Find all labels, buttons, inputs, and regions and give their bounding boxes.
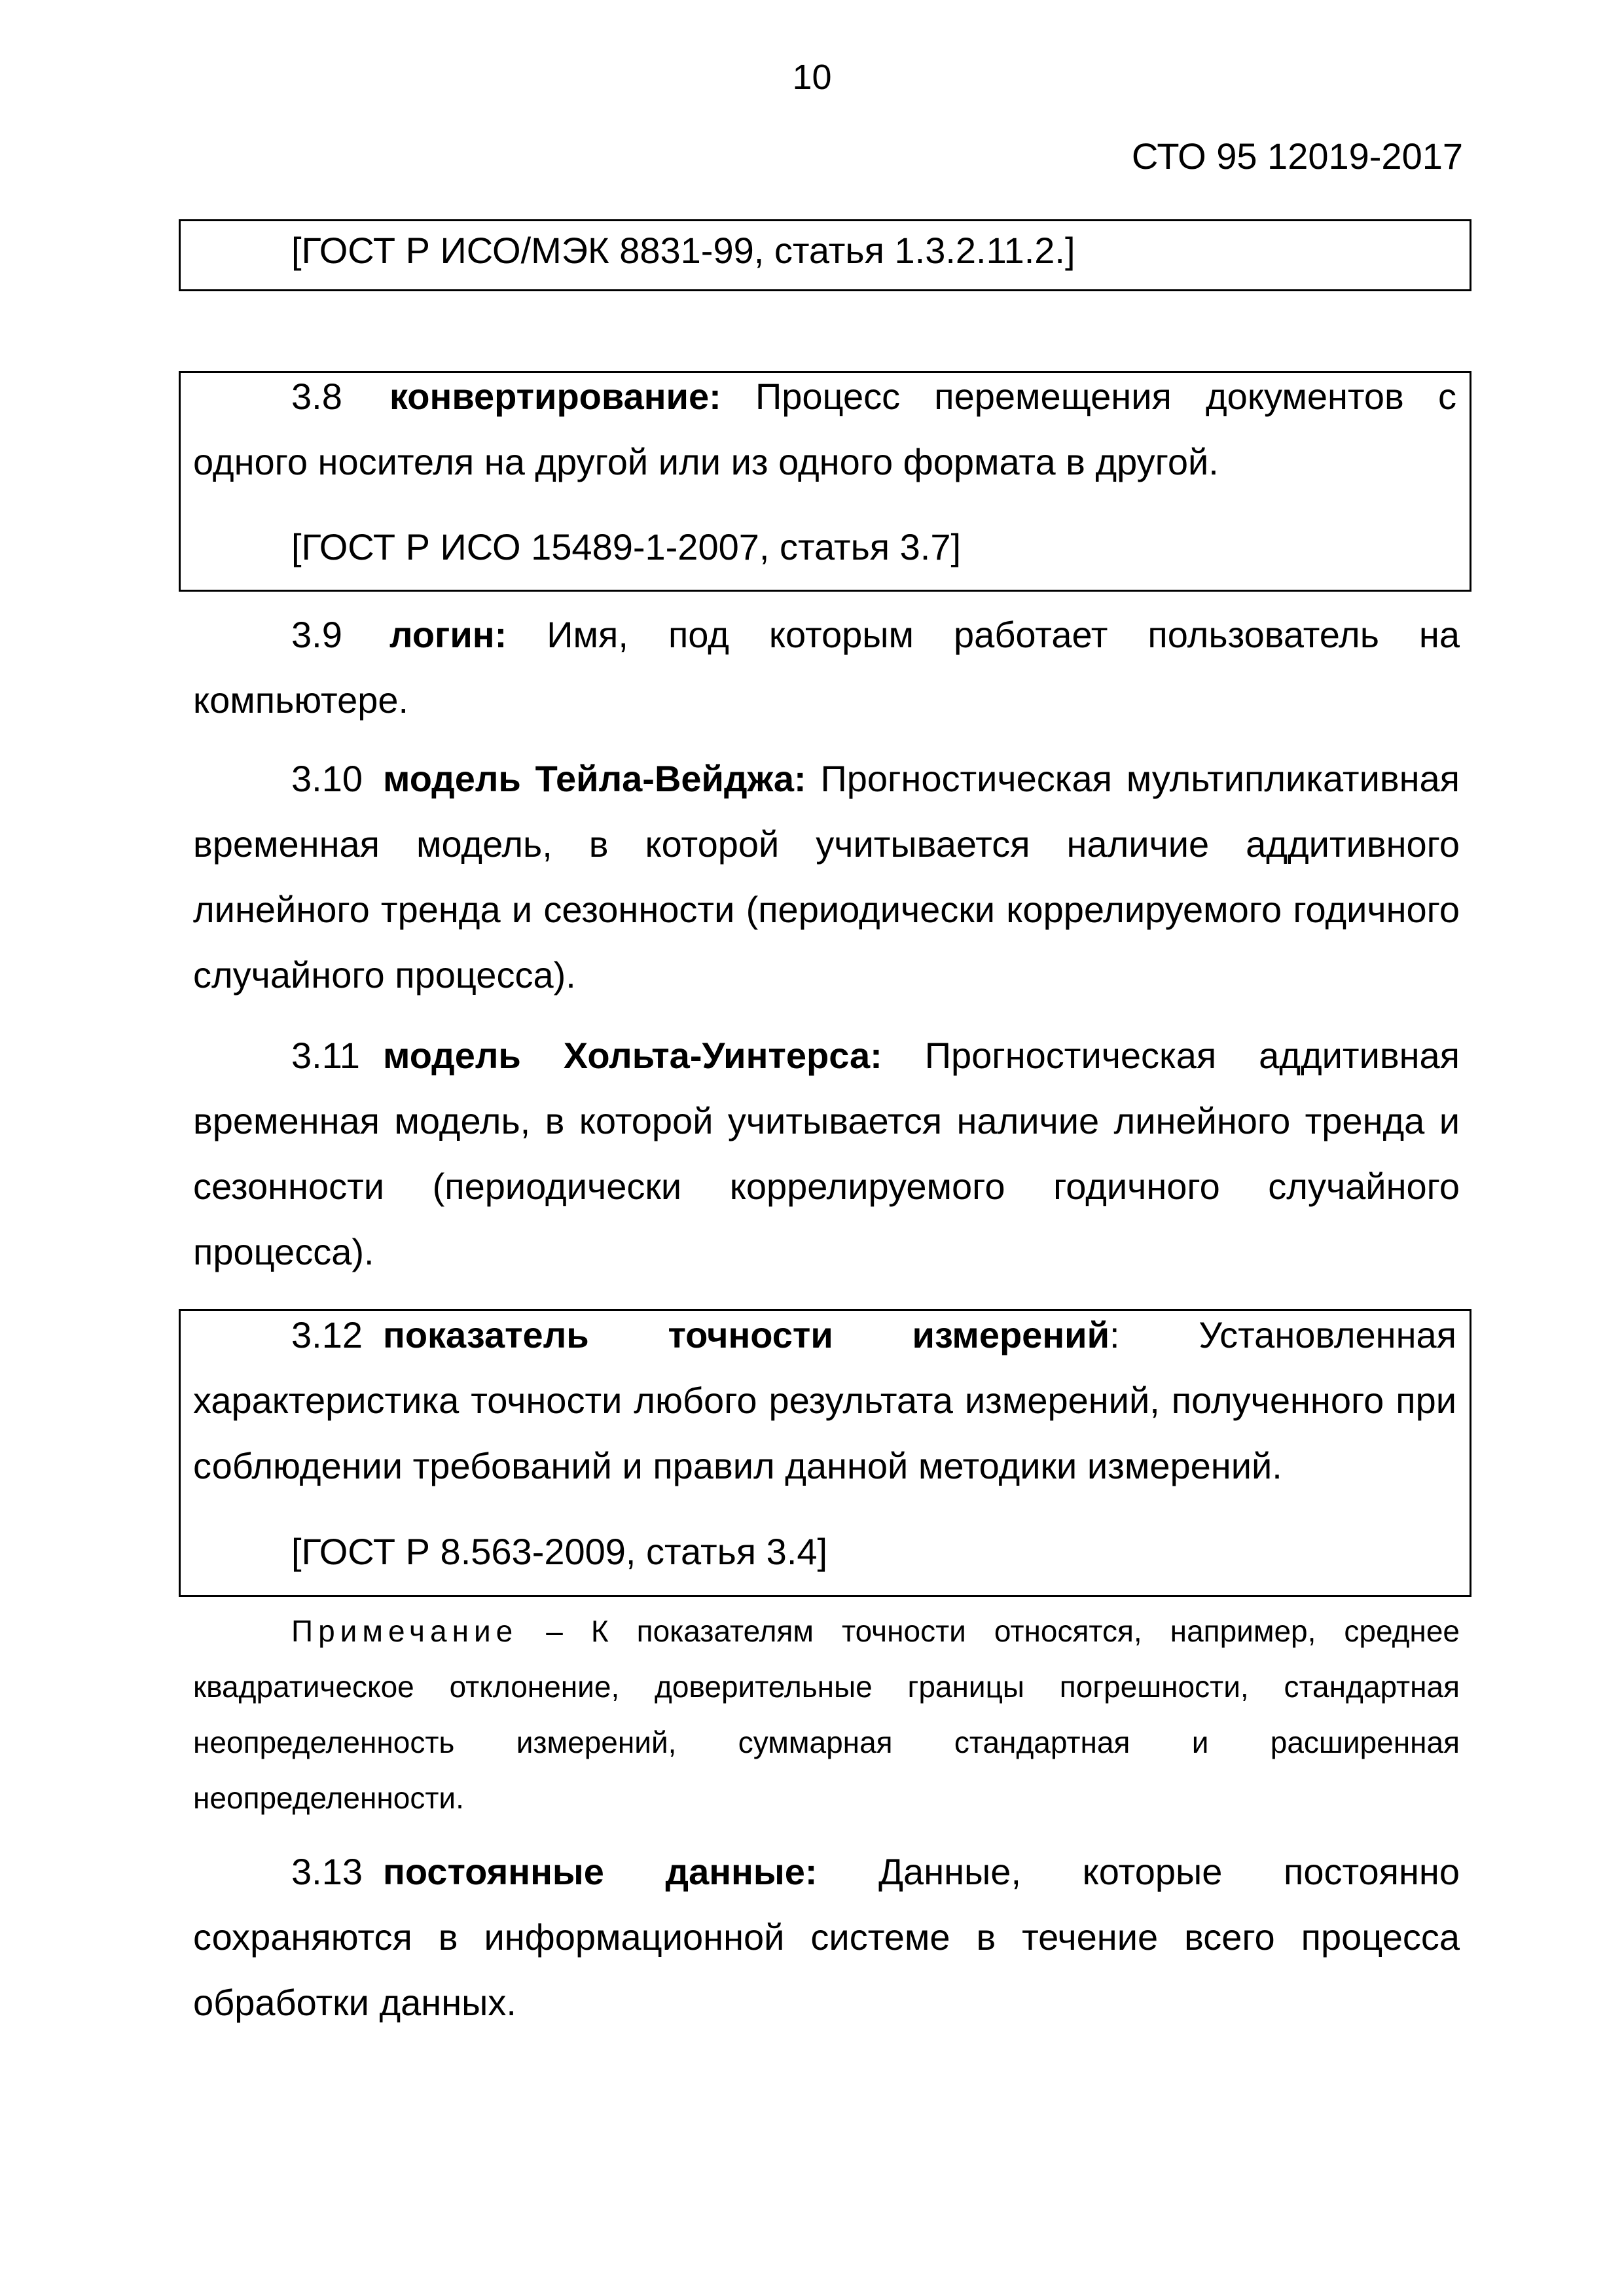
term-name: конвертирование:	[389, 376, 721, 417]
term-name: модель Хольта-Уинтерса:	[383, 1035, 882, 1076]
term-number: 3.8	[291, 376, 342, 417]
term-number: 3.13	[291, 1851, 363, 1892]
page-number: 10	[792, 58, 832, 97]
term-name: показатель точности измерений	[383, 1314, 1110, 1355]
term-entry-3-8	[193, 364, 1456, 495]
note-text: – К показателям точности относятся, например, среднее квадратическое отклонение, доверительные границы погрешности, стандартная неопределенность измерений, суммарная стандартная и расширенная неопределенности.	[193, 1614, 1460, 1815]
term-entry-3-11	[193, 1023, 1460, 1285]
source-reference-top: [ГОСТ Р ИСО/МЭК 8831-99, статья 1.3.2.11.2.]	[291, 230, 1075, 271]
term-entry-3-10	[193, 746, 1460, 1008]
term-definition: Прогностическая мультипликативная временная модель, в которой учитывается наличие аддитивного линейного тренда и сезонности (периодически коррелируемого годичного случайного процесса).	[193, 758, 1460, 996]
term-definition: Имя, под которым работает пользователь на компьютере.	[193, 614, 1460, 721]
term-name: логин:	[389, 614, 507, 655]
term-number: 3.10	[291, 758, 363, 799]
term-entry-3-12	[193, 1302, 1456, 1499]
term-number: 3.12	[291, 1314, 363, 1355]
term-name: модель Тейла-Вейджа:	[383, 758, 806, 799]
source-reference-3-12: [ГОСТ Р 8.563-2009, статья 3.4]	[291, 1531, 828, 1572]
term-name: постоянные данные:	[383, 1851, 818, 1892]
term-definition: Прогностическая аддитивная временная модель, в которой учитывается наличие линейного тренда и сезонности (периодически коррелируемого годичного случайного процесса).	[193, 1035, 1460, 1272]
term-definition: Данные, которые постоянно сохраняются в информационной системе в течение всего процесса обработки данных.	[193, 1851, 1460, 2023]
term-number: 3.9	[291, 614, 342, 655]
term-definition: Процесс перемещения документов с одного носителя на другой или из одного формата в другой.	[193, 376, 1456, 482]
term-entry-3-9	[193, 602, 1460, 733]
term-number: 3.11	[291, 1035, 360, 1076]
note-paragraph	[193, 1604, 1460, 1826]
source-reference-3-8: [ГОСТ Р ИСО 15489-1-2007, статья 3.7]	[291, 526, 962, 567]
term-entry-3-13	[193, 1839, 1460, 2036]
term-definition: : Установленная характеристика точности любого результата измерений, полученного при соблюдении требований и правил данной методики измерений.	[193, 1314, 1456, 1486]
note-label: Примечание	[291, 1614, 518, 1648]
document-code: СТО 95 12019-2017	[1131, 135, 1463, 177]
